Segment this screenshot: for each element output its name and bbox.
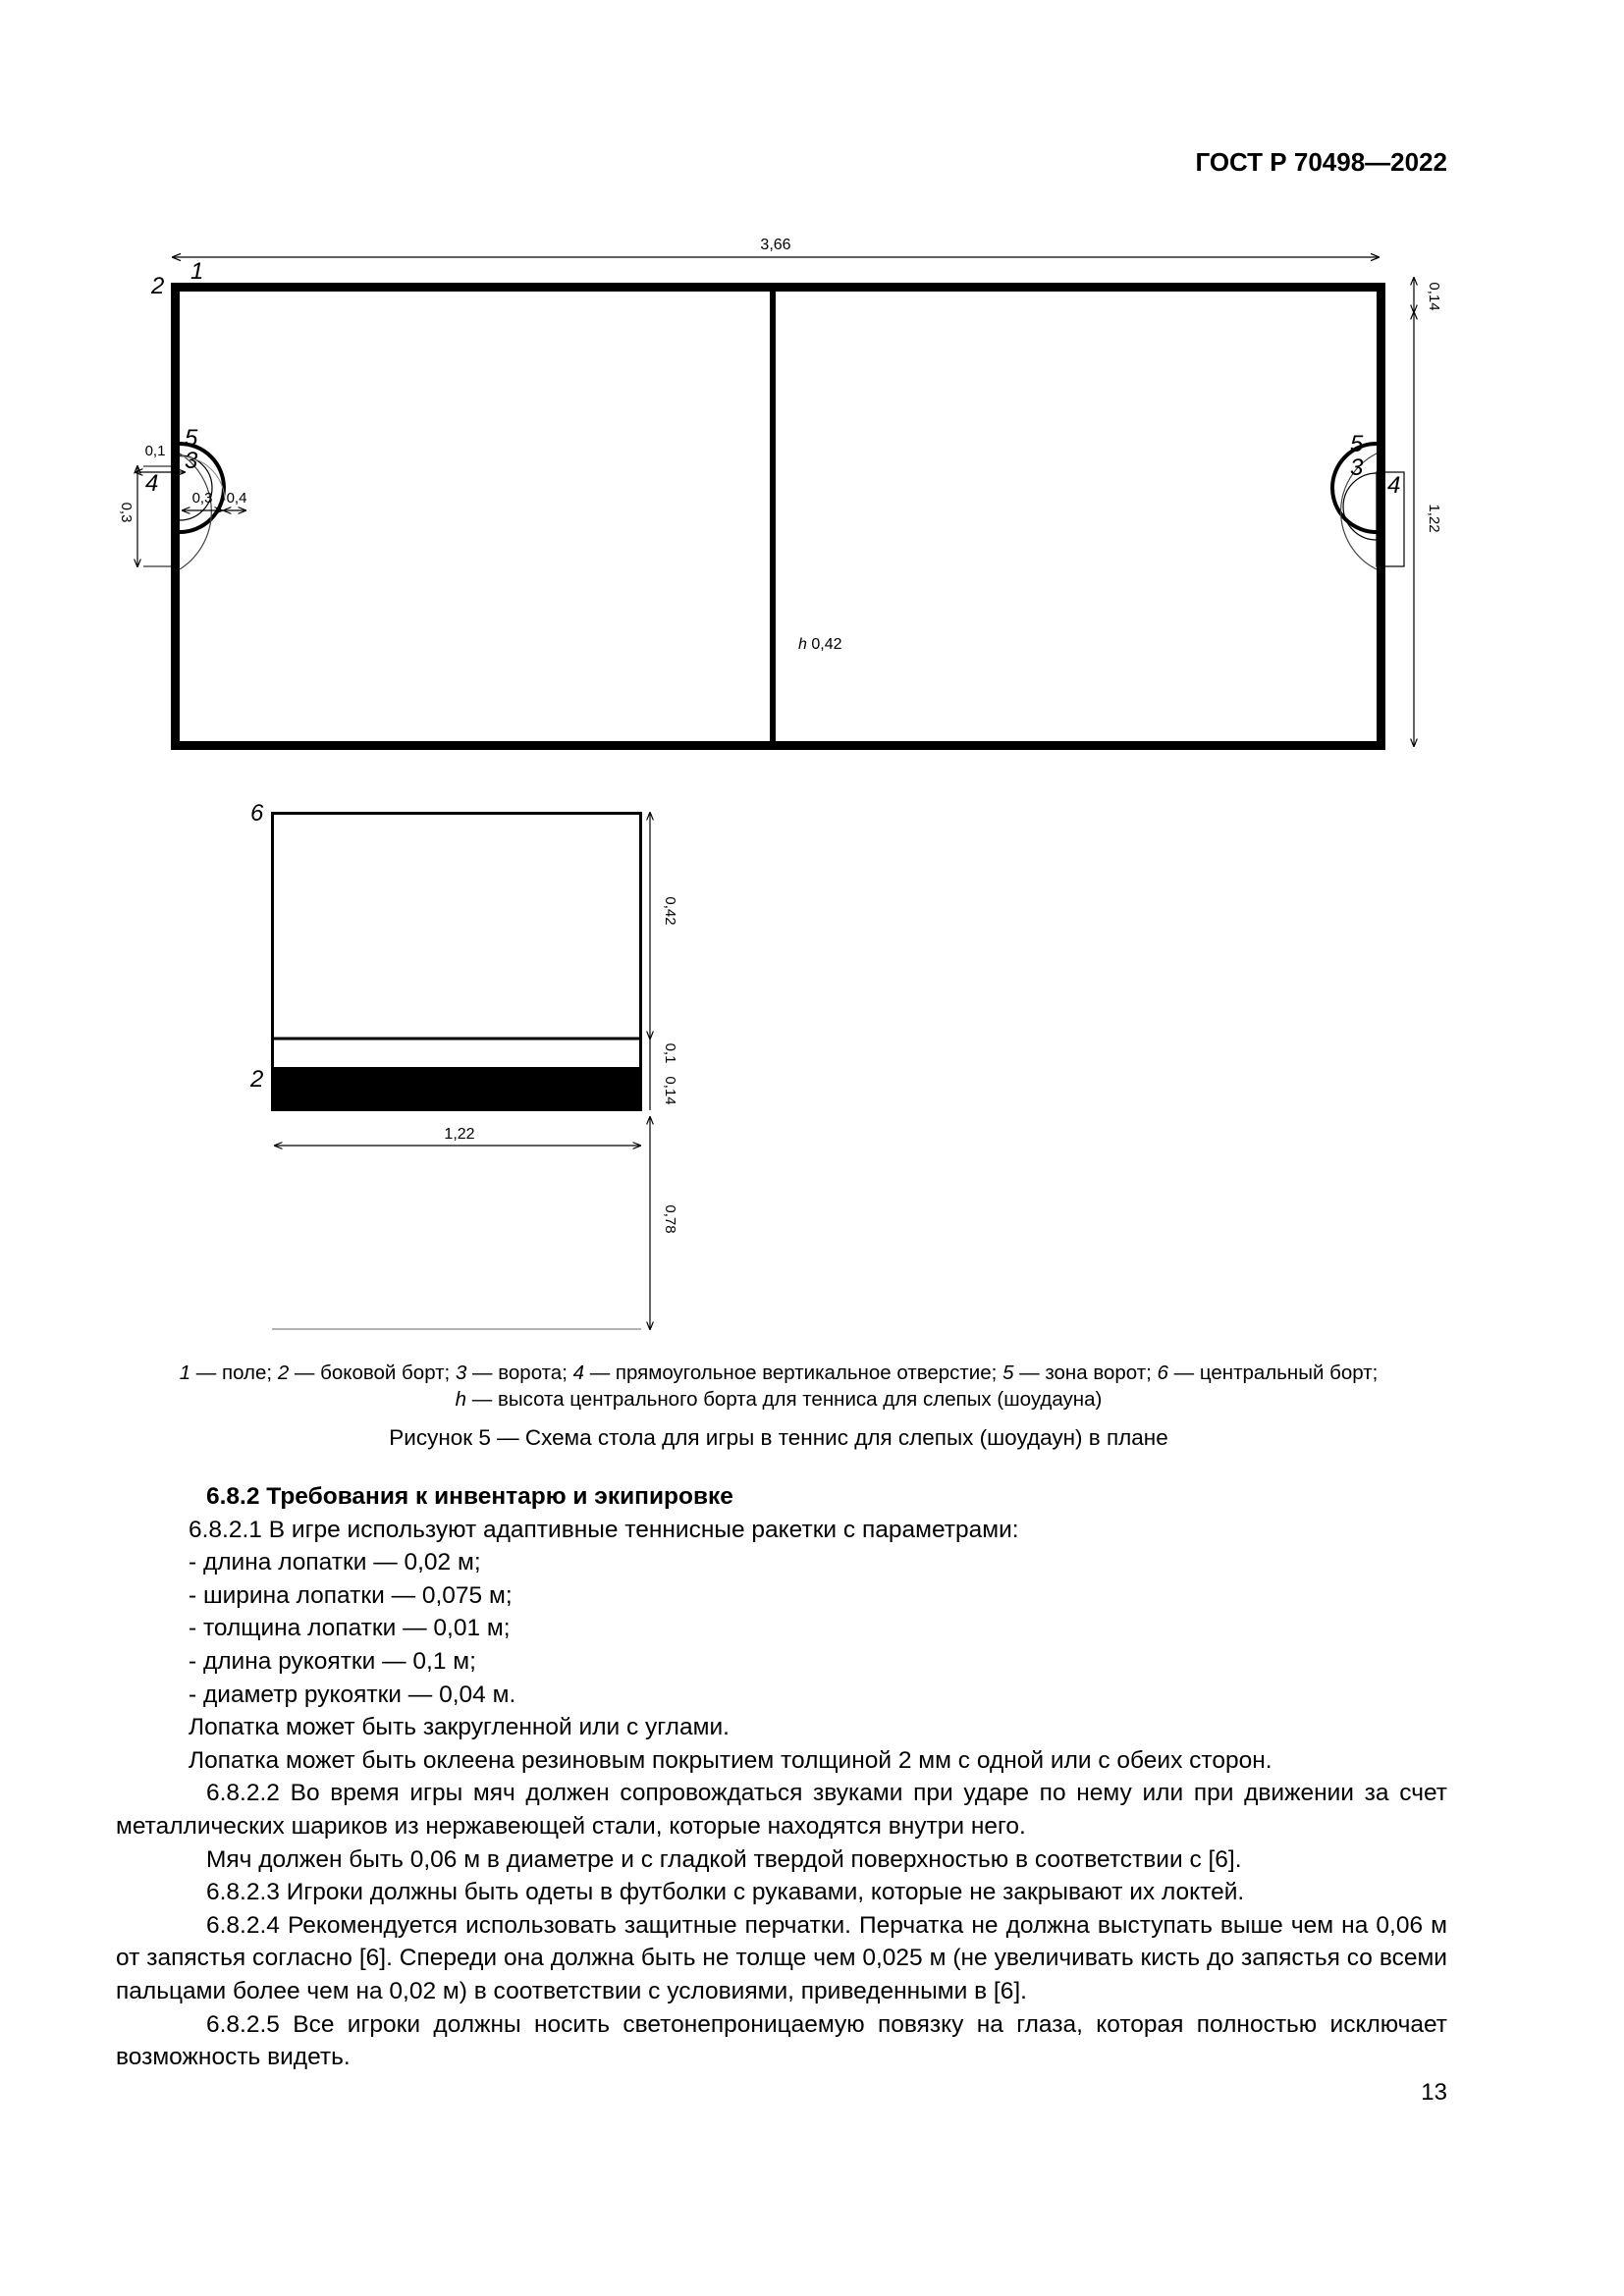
center-board-side-rect	[273, 814, 641, 1110]
marker-3-right: 3	[1350, 454, 1364, 481]
goal-radius-label: 0,3	[191, 490, 213, 507]
center-height-dimension-label: 0,42	[662, 896, 678, 926]
document-id: ГОСТ Р 70498—2022	[1195, 147, 1447, 177]
center-height-label: h 0,42	[798, 636, 842, 653]
table-height-dimension-label: 0,78	[662, 1204, 678, 1234]
marker-5-left: 5	[185, 425, 198, 452]
marker-1: 1	[190, 258, 204, 285]
paragraph: 6.8.2.2 Во время игры мяч должен сопровождаться звуками при ударе по нему или при движении за счет металлических шариков из нержавеющей стали, которые находятся внутри него.	[116, 1780, 1447, 1840]
marker-3-left: 3	[185, 448, 198, 474]
marker-4-right: 4	[1387, 472, 1401, 499]
paragraph: 6.8.2.1 В игре используют адаптивные теннисные ракетки с параметрами:	[189, 1516, 1019, 1543]
list-item: - толщина лопатки — 0,01 м;	[189, 1615, 511, 1642]
side-board-rect	[272, 1069, 641, 1110]
paragraph: Лопатка может быть оклеена резиновым покрытием толщиной 2 мм с одной или с обеих сторон.	[189, 1746, 1272, 1774]
figure-caption: Рисунок 5 — Схема стола для игры в теннис для слепых (шоудаун) в плане	[389, 1425, 1168, 1450]
paragraph: Мяч должен быть 0,06 м в диаметре и с гладкой твердой поверхностью в соответствии с [6].	[206, 1845, 1242, 1873]
gap-dimension-label: 0,1	[662, 1042, 678, 1064]
section-body	[116, 1480, 1447, 2074]
marker-4-left: 4	[145, 470, 159, 497]
list-item: - ширина лопатки — 0,075 м;	[189, 1581, 513, 1609]
paragraph: 6.8.2.4 Рекомендуется использовать защитные перчатки. Перчатка не должна выступать выше чем на 0,06 м от запястья согласно [6]. Спереди она должна быть не толще чем 0,025 м (не увеличивать кисть до запястья со всеми пальцами более чем на 0,02 м) в соответствии с условиями, приведенными в [6].	[116, 1911, 1447, 2004]
figure-legend: 1 — поле; 2 — боковой борт; 3 — ворота; 4 — прямоугольное вертикальное отверстие; 5 — зона ворот; 6 — центральный борт; h — высота центрального борта для тенниса для слепых (шоудауна)	[179, 1362, 1379, 1411]
hole-depth-label: 0,1	[144, 443, 166, 459]
paragraph: 6.8.2.5 Все игроки должны носить светонепроницаемую повязку на глаза, которая полностью исключает возможность видеть.	[116, 2010, 1447, 2071]
table-outer-frame	[176, 288, 1381, 746]
marker-2-top: 2	[151, 273, 165, 299]
side-top-dimension-label: 0,14	[1426, 282, 1442, 311]
section-heading: 6.8.2 Требования к инвентарю и экипировке	[206, 1483, 733, 1510]
marker-6: 6	[250, 800, 264, 827]
side-height-dimension-label: 0,14	[662, 1076, 678, 1105]
paragraph: Лопатка может быть закругленной или с углами.	[189, 1714, 730, 1741]
length-dimension-label: 3,66	[760, 237, 791, 253]
list-item: - длина лопатки — 0,02 м;	[189, 1549, 481, 1576]
list-item: - длина рукоятки — 0,1 м;	[189, 1647, 476, 1675]
hole-height-label: 0,3	[118, 502, 135, 523]
paragraph: 6.8.2.3 Игроки должны быть одеты в футболки с рукавами, которые не закрывают их локтей.	[206, 1879, 1245, 1906]
bottom-width-label: 1,22	[444, 1126, 475, 1143]
marker-5-right: 5	[1350, 431, 1364, 457]
list-item: - диаметр рукоятки — 0,04 м.	[189, 1681, 516, 1708]
page-number: 13	[1421, 2079, 1447, 2106]
marker-2-side: 2	[250, 1066, 264, 1093]
zone-width-label: 0,4	[226, 490, 247, 507]
width-dimension-label: 1,22	[1426, 504, 1442, 533]
